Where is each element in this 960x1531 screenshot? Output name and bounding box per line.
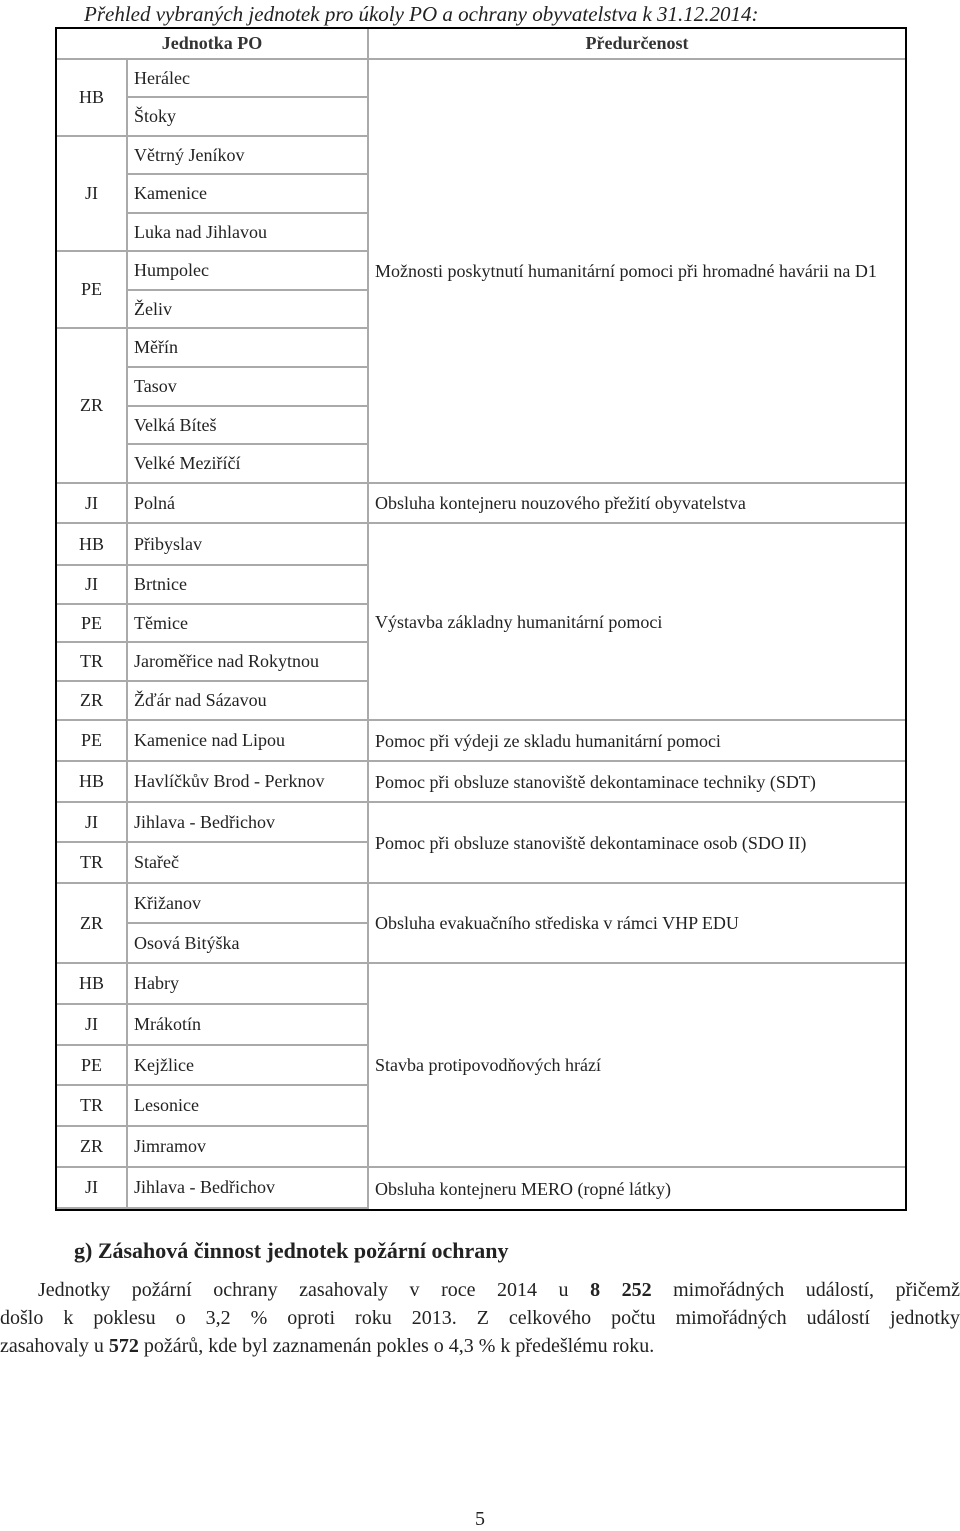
purpose-cell: Obsluha evakuačního střediska v rámci VHP EDU — [369, 884, 905, 962]
paragraph-line-1 — [0, 1276, 960, 1304]
unit-name-cell: Lesonice — [128, 1086, 367, 1125]
district-code-cell: TR — [57, 843, 126, 882]
purpose-cell: Stavba protipovodňových hrází — [369, 964, 905, 1166]
unit-name-cell: Těmice — [128, 605, 367, 641]
section-heading: g) Zásahová činnost jednotek požární ochrany — [74, 1238, 509, 1263]
page-number: 5 — [475, 1508, 485, 1530]
district-code-cell: TR — [57, 1086, 126, 1125]
district-code-cell: JI — [57, 1005, 126, 1044]
district-code-cell: JI — [57, 484, 126, 522]
unit-name-cell: Velké Meziříčí — [128, 445, 367, 482]
district-code-cell: HB — [57, 762, 126, 801]
district-code-cell: PE — [57, 252, 126, 327]
unit-name-cell: Větrný Jeníkov — [128, 137, 367, 173]
unit-name-cell: Křižanov — [128, 884, 367, 922]
header-purpose-cell: Předurčenost — [369, 29, 905, 58]
units-table-grid — [57, 29, 905, 1209]
unit-name-cell: Štoky — [128, 98, 367, 135]
district-code-cell: ZR — [57, 884, 126, 962]
district-code-cell: TR — [57, 643, 126, 680]
unit-name-cell: Stařeč — [128, 843, 367, 882]
incident-count: 8 252 — [590, 1279, 652, 1301]
purpose-cell: Výstavba základny humanitární pomoci — [369, 524, 905, 719]
purpose-cell: Obsluha kontejneru MERO (ropné látky) — [369, 1168, 905, 1209]
fire-count: 572 — [108, 1335, 139, 1357]
unit-name-cell: Měřín — [128, 329, 367, 366]
purpose-cell: Možnosti poskytnutí humanitární pomoci při hromadné havárii na D1 — [369, 60, 905, 482]
district-code-cell: ZR — [57, 682, 126, 719]
units-table — [55, 27, 907, 1211]
district-code-cell: HB — [57, 964, 126, 1003]
district-code-cell: HB — [57, 60, 126, 135]
unit-name-cell: Osová Bitýška — [128, 924, 367, 962]
unit-name-cell: Kamenice — [128, 175, 367, 212]
purpose-cell: Obsluha kontejneru nouzového přežití obyvatelstva — [369, 484, 905, 522]
unit-name-cell: Jimramov — [128, 1127, 367, 1166]
purpose-cell: Pomoc při obsluze stanoviště dekontaminace techniky (SDT) — [369, 762, 905, 801]
district-code-cell: JI — [57, 566, 126, 603]
unit-name-cell: Havlíčkův Brod - Perknov — [128, 762, 367, 801]
purpose-cell: Pomoc při obsluze stanoviště dekontaminace osob (SDO II) — [369, 803, 905, 882]
table-caption: Přehled vybraných jednotek pro úkoly PO a ochrany obyvatelstva k 31.12.2014: — [84, 2, 759, 26]
district-code-cell: PE — [57, 605, 126, 641]
text-run: zasahovaly u — [0, 1335, 109, 1357]
district-code-cell: ZR — [57, 1127, 126, 1166]
unit-name-cell: Kejžlice — [128, 1046, 367, 1084]
district-code-cell: PE — [57, 1046, 126, 1084]
text-run: Jednotky požární ochrany zasahovaly v roce 2014 u — [38, 1279, 591, 1301]
unit-name-cell: Tasov — [128, 368, 367, 405]
unit-name-cell: Habry — [128, 964, 367, 1003]
unit-name-cell: Jihlava - Bedřichov — [128, 1168, 367, 1207]
district-code-cell: JI — [57, 137, 126, 250]
purpose-cell: Pomoc při výdeji ze skladu humanitární pomoci — [369, 721, 905, 760]
text-run: mimořádných událostí, přičemž — [651, 1279, 960, 1301]
section-paragraph — [0, 1276, 960, 1360]
paragraph-line-3 — [0, 1332, 960, 1360]
unit-name-cell: Luka nad Jihlavou — [128, 214, 367, 250]
unit-name-cell: Želiv — [128, 291, 367, 327]
unit-name-cell: Velká Bíteš — [128, 407, 367, 443]
header-unit-cell: Jednotka PO — [57, 29, 367, 58]
unit-name-cell: Herálec — [128, 60, 367, 96]
district-code-cell: JI — [57, 803, 126, 841]
text-run: požárů, kde byl zaznamenán pokles o 4,3 % k předešlému roku. — [138, 1335, 655, 1357]
unit-name-cell: Jaroměřice nad Rokytnou — [128, 643, 367, 680]
district-code-cell: PE — [57, 721, 126, 760]
unit-name-cell: Humpolec — [128, 252, 367, 289]
unit-name-cell: Přibyslav — [128, 524, 367, 564]
district-code-cell: HB — [57, 524, 126, 564]
district-code-cell: ZR — [57, 329, 126, 482]
unit-name-cell: Brtnice — [128, 566, 367, 603]
district-code-cell: JI — [57, 1168, 126, 1207]
unit-name-cell: Polná — [128, 484, 367, 522]
unit-name-cell: Jihlava - Bedřichov — [128, 803, 367, 841]
unit-name-cell: Mrákotín — [128, 1005, 367, 1044]
paragraph-line-2: došlo k poklesu o 3,2 % oproti roku 2013. Z celkového počtu mimořádných událostí jednotky — [0, 1307, 960, 1329]
unit-name-cell: Žďár nad Sázavou — [128, 682, 367, 719]
unit-name-cell: Kamenice nad Lipou — [128, 721, 367, 760]
